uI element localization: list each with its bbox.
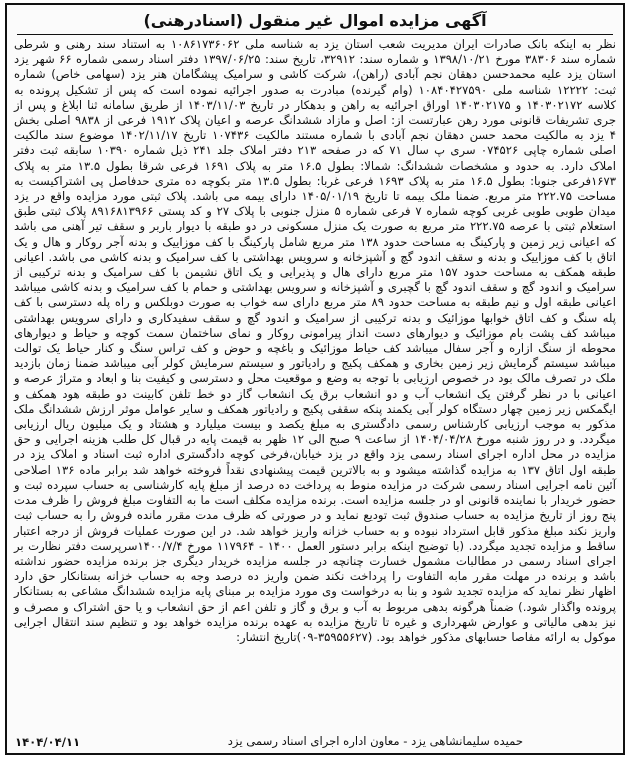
notice-title <box>17 11 613 35</box>
notice-signature: حمیده سلیمانشاهی یزد - معاون اداره اجرای اسناد رسمی یزد <box>227 734 523 748</box>
publication-date: ۱۴۰۴/۰۴/۱۱ <box>15 735 81 749</box>
notice-title-text: آگهی مزایده اموال غیر منقول (اسنادرهنی) <box>143 11 487 30</box>
notice-body: نظر به اینکه بانک صادرات ایران مدیریت شعب استان یزد به شناسه ملی ۱۰۸۶۱۷۳۶۰۶۲ به استناد سند رهنی و شرطی شماره سند ۳۸۳۰۶ مورخ ۱۳۹۸/۱۰/۲۱ و شماره سند: ۳۲۹۱۲، تاریخ سند: ۱۳۹۷/۰۶/۲۵ دفتر اسناد رسمی شماره ۶۶ شهر یزد استان یزد علیه محمدحسن دهقان نجم آبادی (راهن)، شرکت کاشی و سرامیک پیشگامان هنر یزد (سهامی خاص) شماره ثبت: ۱۲۲۲۲ شناسه ملی ۱۰۸۴۰۴۲۷۵۹۰ (وام گیرنده) مبادرت به صدور اجرائیه نموده است که پس از تشکیل پرونده به کلاسه ۱۴۰۳۰۲۱۷۲ و ۱۴۰۳۰۲۱۷۵ اوراق اجرائیه به راهن و بدهکار در تاریخ ۱۴۰۳/۱۱/۰۳ از طریق سامانه ثنا ابلاغ و پس از جری تشریفات قانونی مورد رهن عبارتست از: اصل و مازاد ششدانگ عرصه و اعیان پلاک ۱۹۱۲ فرعی از ۹۸۳۸ اصلی بخش ۴ یزد به مالکیت محمد حسن دهقان نجم آبادی با شماره مستند مالکیت ۱۰۷۴۳۶ تاریخ ۱۴۰۲/۱۱/۱۷ موضوع سند مالکیت اصلی شماره چاپی ۰۷۴۵۲۶ سری پ سال ۷۱ که در صفحه ۲۱۳ دفتر املاک جلد ۲۴۱ ذیل شماره ۱۰۳۹۰ سابقه ثبت دفتر املاک دارد. به حدود و مشخصات ششدانگ: شمالا: بطول ۱۶.۵ متر به پلاک ۱۶۹۱ فرعی شرقا بطول ۱۳.۵ متر به پلاک ۱۶۷۳فرعی جنوبا: بطول ۱۶.۵ متر به پلاک ۱۶۹۳ فرعی غربا: بطول ۱۳.۵ متر بکوچه ده متری حدفاصل پی اشتراکیست به مساحت ۲۲۲.۷۵ متر مربع. ضمنا ملک بیمه تا تاریخ ۱۴۰۵/۰۱/۱۹ دارای بیمه می باشد. پلاک ثبتی مورد مزایده واقع در یزد میدان طوبی طوبی غربی کوچه شماره ۷ فرعی شماره ۵ منزل جنوبی با پلاک ۲۷ و کد پستی ۸۹۱۶۸۱۳۹۶۶ پلاک ثبتی طبق استعلام ثبتی با عرصه ۲۲۲.۷۵ متر مربع به صورت یک منزل مسکونی در دو طبقه با دیوار باربر و سقف تیر آهنی می باشد که اعیانی زیر زمین و پارکینگ به مساحت حدود ۱۳۸ متر مربع شامل پارکینگ با کف موزاییک و بدنه آجر روکار و هال و یک اتاق با کف موزاییک و بدنه و سقف اندود گچ و آشپزخانه و سرویس بهداشتی با کف سرامیک و بدنه کاشی می باشد. اعیانی طبقه همکف به مساحت حدود ۱۵۷ متر مربع دارای هال و پذیرایی و یک اتاق نشیمن با کف سرامیک و بدنه ترکیبی از سرامیک و اندود گچ و سقف اندود گچ با گچبری و آشپزخانه و سرویس بهداشتی و حمام با کف سرامیک و بدنه کاشی میباشد اعیانی طبقه اول و نیم طبقه به مساحت حدود ۸۹ متر مربع دارای سه خواب به صورت دوبلکس و راه پله دسترسی با کف پله سنگ و کف اتاق خوابها موزائیک و بدنه ترکیبی از سرامیک و اندود گچ و سقف سفیدکاری و دارای سرویس بهداشتی میباشد کف پشت بام موزائیک و دیوارهای دست انداز پیرامونی روکار و نمای ساختمان سمت کوچه و حیاط و دیوارهای محوطه از سنگ ازاره و آجر سفال میباشد کف حیاط موزائیک و باغچه و حوض و کف تراس سنگ و کنار حیاط یک توالت میباشد سیستم گرمایش زیر زمین بخاری و همکف پکیج و رادیاتور و سیستم سرمایش کولر آبی میباشد ضمنا زمان بازدید ملک در تصرف مالک بود در خصوص ارزیابی با توجه به وضع و موقعیت محل و دسترسی و کیفیت بنا و ابعاد و متراژ عرصه و اعیانی با در نظر گرفتن یک انشعاب آب و دو انشعاب برق یک انشعاب گاز دو خط تلفن کابینت دو طبقه هود همکف و ایگمکس زیر زمین چهار دستگاه کولر آبی یکمند پنکه سقفی پکیج و رادیاتور همکف و سایر عوامل موثر ارزش ششدانگ ملک مذکور به موجب ارزیابی کارشناس رسمی دادگستری به مبلغ یکصد و بیست میلیارد و هشتاد و یک میلیون ریال ارزیابی میگردد. و در روز شنبه مورخ ۱۴۰۴/۰۴/۲۸ از ساعت ۹ صبح الی ۱۲ ظهر به قیمت پایه در قبال کل طلب هزینه اجرایی و حق مزایده در محل اداره اجرای اسناد رسمی یزد واقع در یزد خیابان،فرخی کوچه دادگستری اداره ثبت اسناد و املاک یزد در طبقه اول اتاق ۱۳۷ به مزایده گذاشته میشود و به بالاترین قیمت پیشنهادی نقداً فروخته خواهد شد برابر ماده ۱۳۶ اصلاحی آئین نامه اجرایی اسناد رسمی شرکت در مزایده منوط به پرداخت ده درصد از مبلغ پایه کارشناسی به حساب سپرده ثبت و حضور خریدار با نماینده قانونی او در جلسه مزایده است. برنده مزایده مکلف است ما به التفاوت مبلغ فروش را ظرف مدت پنج روز از تاریخ مزایده به حساب صندوق ثبت تودیع نماید و در صورتی که ظرف مدت مقرر مانده فروش را به حساب ثبت واریز نکند مبلغ مذکور قابل استرداد نبوده و به حساب خزانه واریز خواهد شد. در این صورت عملیات فروش از درجه اعتبار ساقط و مزایده تجدید میگردد. (با توضیح اینکه برابر دستور العمل ۱۴۰۰ - ۱۱۷۹۶۴ مورخ ۱۴۰۰/۷/۴سرپرست دفتر نظارت بر اجرای اسناد رسمی در مطالبات مشمول خسارت چنانچه در جلسه مزایده خریدار دیگری جز برنده مزایده حضور نداشته باشد و برنده در مهلت مقرر مابه التفاوت را پرداخت نکند ضمن واریز ده درصد وجه به حساب خزانه بستانکار حق دارد اظهار نظر نماید که مزایده تجدید شود و بنا به درخواست وی مورد مزایده بر مبنای پایه مزایده ششدانگ مشاعی به بستانکار پرونده واگذار شود.) ضمناً هرگونه بدهی مربوط به آب و برق و گاز و تلفن اعم از حق انشعاب و یا حق اشتراک و مصرف و نیز بدهی مالیاتی و عوارض شهرداری و غیره تا تاریخ مزایده به عهده برنده مزایده خواهد بود و تنظیم سند انتقال اجرایی موکول به ارائه مفاصا حسابهای مذکور خواهد بود. (۳۵۹۵۵۶۲۷-۰۹)تاریخ انتشار: <box>14 37 617 644</box>
auction-notice <box>5 3 625 755</box>
